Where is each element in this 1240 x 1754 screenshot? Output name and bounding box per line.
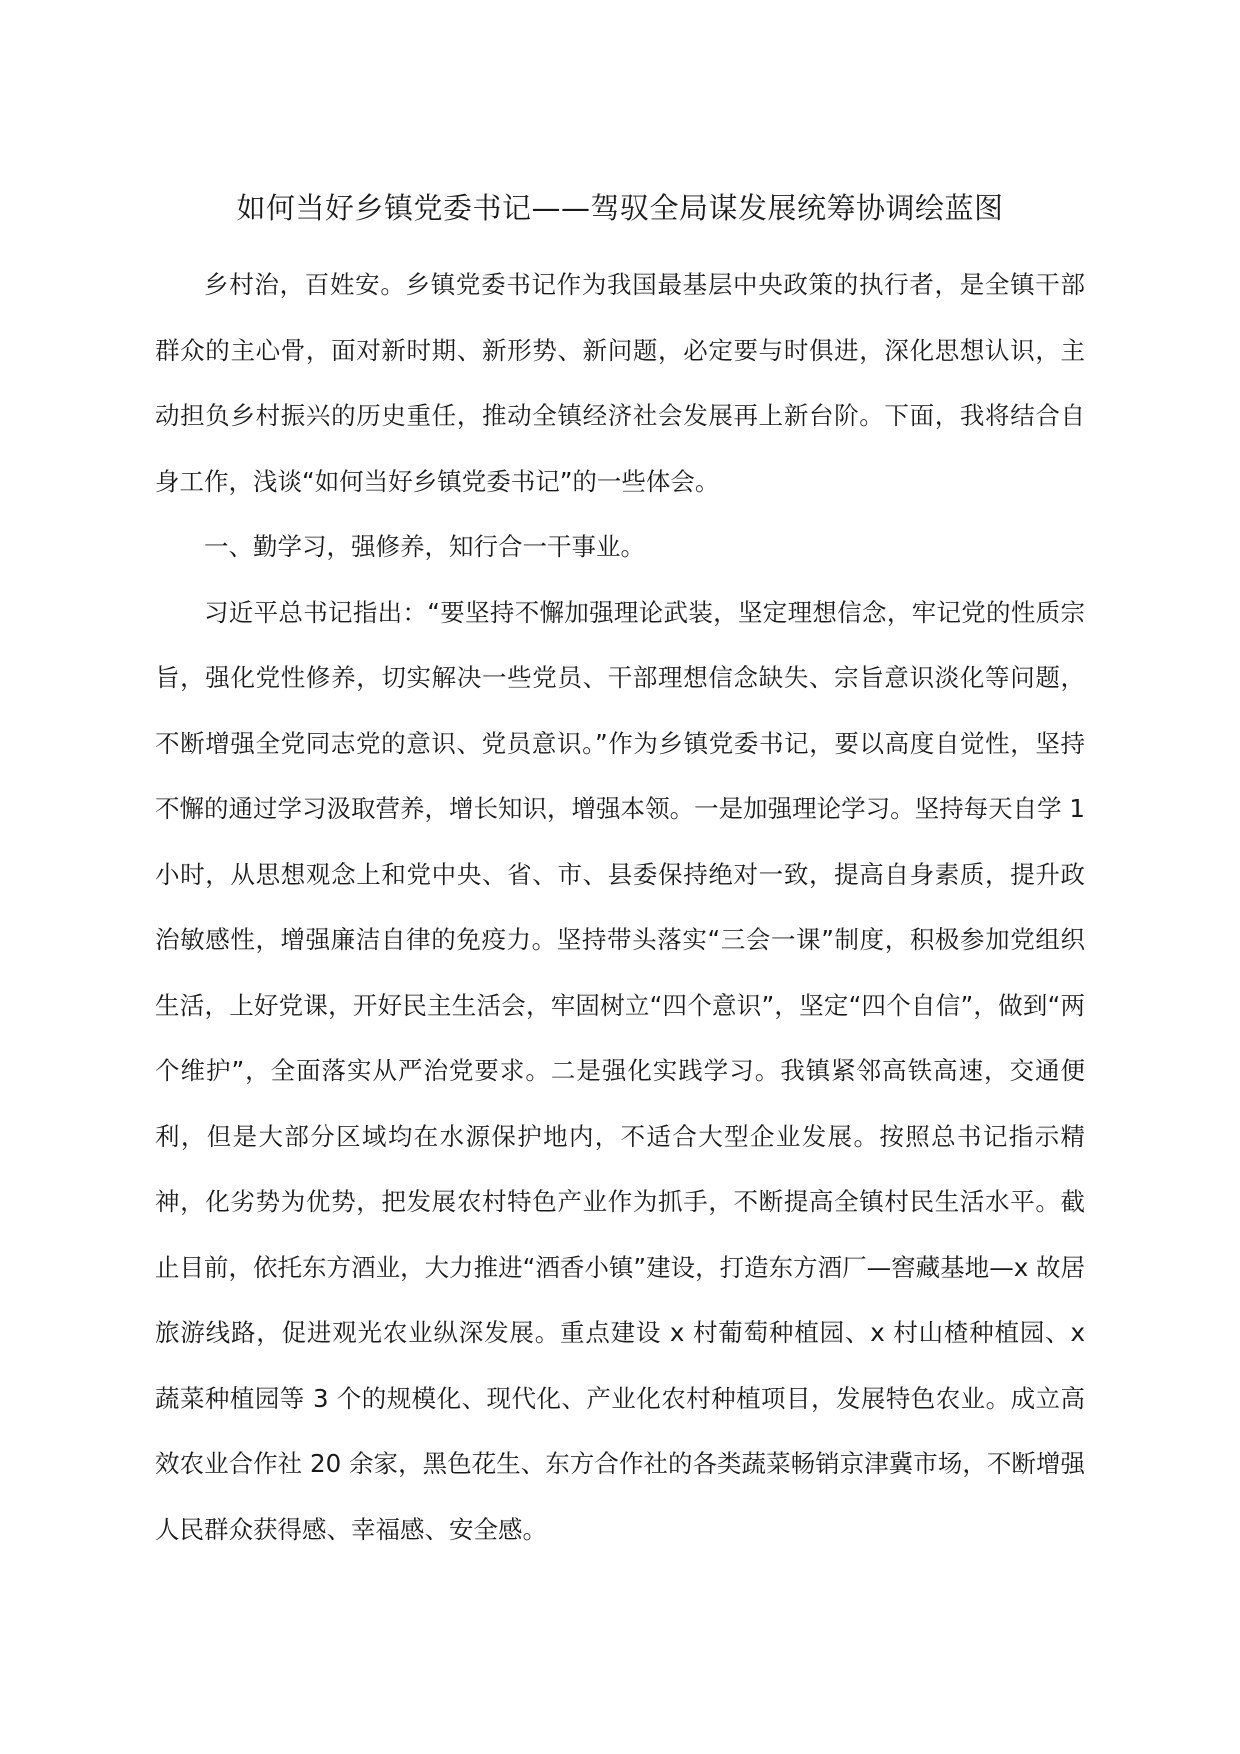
document-body xyxy=(155,252,1085,1562)
paragraph-intro: 乡村治，百姓安。乡镇党委书记作为我国最基层中央政策的执行者，是全镇干部群众的主心骨，面对新时期、新形势、新问题，必定要与时俱进，深化思想认识，主动担负乡村振兴的历史重任，推动全镇经济社会发展再上新台阶。下面，我将结合自身工作，浅谈“如何当好乡镇党委书记”的一些体会。 xyxy=(155,270,1085,496)
section-heading-1: 一、勤学习，强修养，知行合一干事业。 xyxy=(204,532,645,561)
paragraph-section-1: 习近平总书记指出：“要坚持不懈加强理论武装，坚定理想信念，牢记党的性质宗旨，强化党性修养，切实解决一些党员、干部理想信念缺失、宗旨意识淡化等问题，不断增强全党同志党的意识、党员意识。”作为乡镇党委书记，要以高度自觉性，坚持不懈的通过学习汲取营养，增长知识，增强本领。一是加强理论学习。坚持每天自学 1 小时，从思想观念上和党中央、省、市、县委保持绝对一致，提高自身素质，提升政治敏感性，增强廉洁自律的免疫力。坚持带头落实“三会一课”制度，积极参加党组织生活，上好党课，开好民主生活会，牢固树立“四个意识”，坚定“四个自信”，做到“两个维护”，全面落实从严治党要求。二是强化实践学习。我镇紧邻高铁高速，交通便利，但是大部分区域均在水源保护地内，不适合大型企业发展。按照总书记指示精神，化劣势为优势，把发展农村特色产业作为抓手，不断提高全镇村民生活水平。截止目前，依托东方酒业，大力推进“酒香小镇”建设，打造东方酒厂—窖藏基地—x 故居旅游线路，促进观光农业纵深发展。重点建设 x 村葡萄种植园、x 村山楂种植园、x 蔬菜种植园等 3 个的规模化、现代化、产业化农村种植项目，发展特色农业。成立高效农业合作社 20 余家，黑色花生、东方合作社的各类蔬菜畅销京津冀市场，不断增强人民群众获得感、幸福感、安全感。 xyxy=(155,597,1085,1544)
document-title: 如何当好乡镇党委书记——驾驭全局谋发展统筹协调绘蓝图 xyxy=(236,191,1004,225)
